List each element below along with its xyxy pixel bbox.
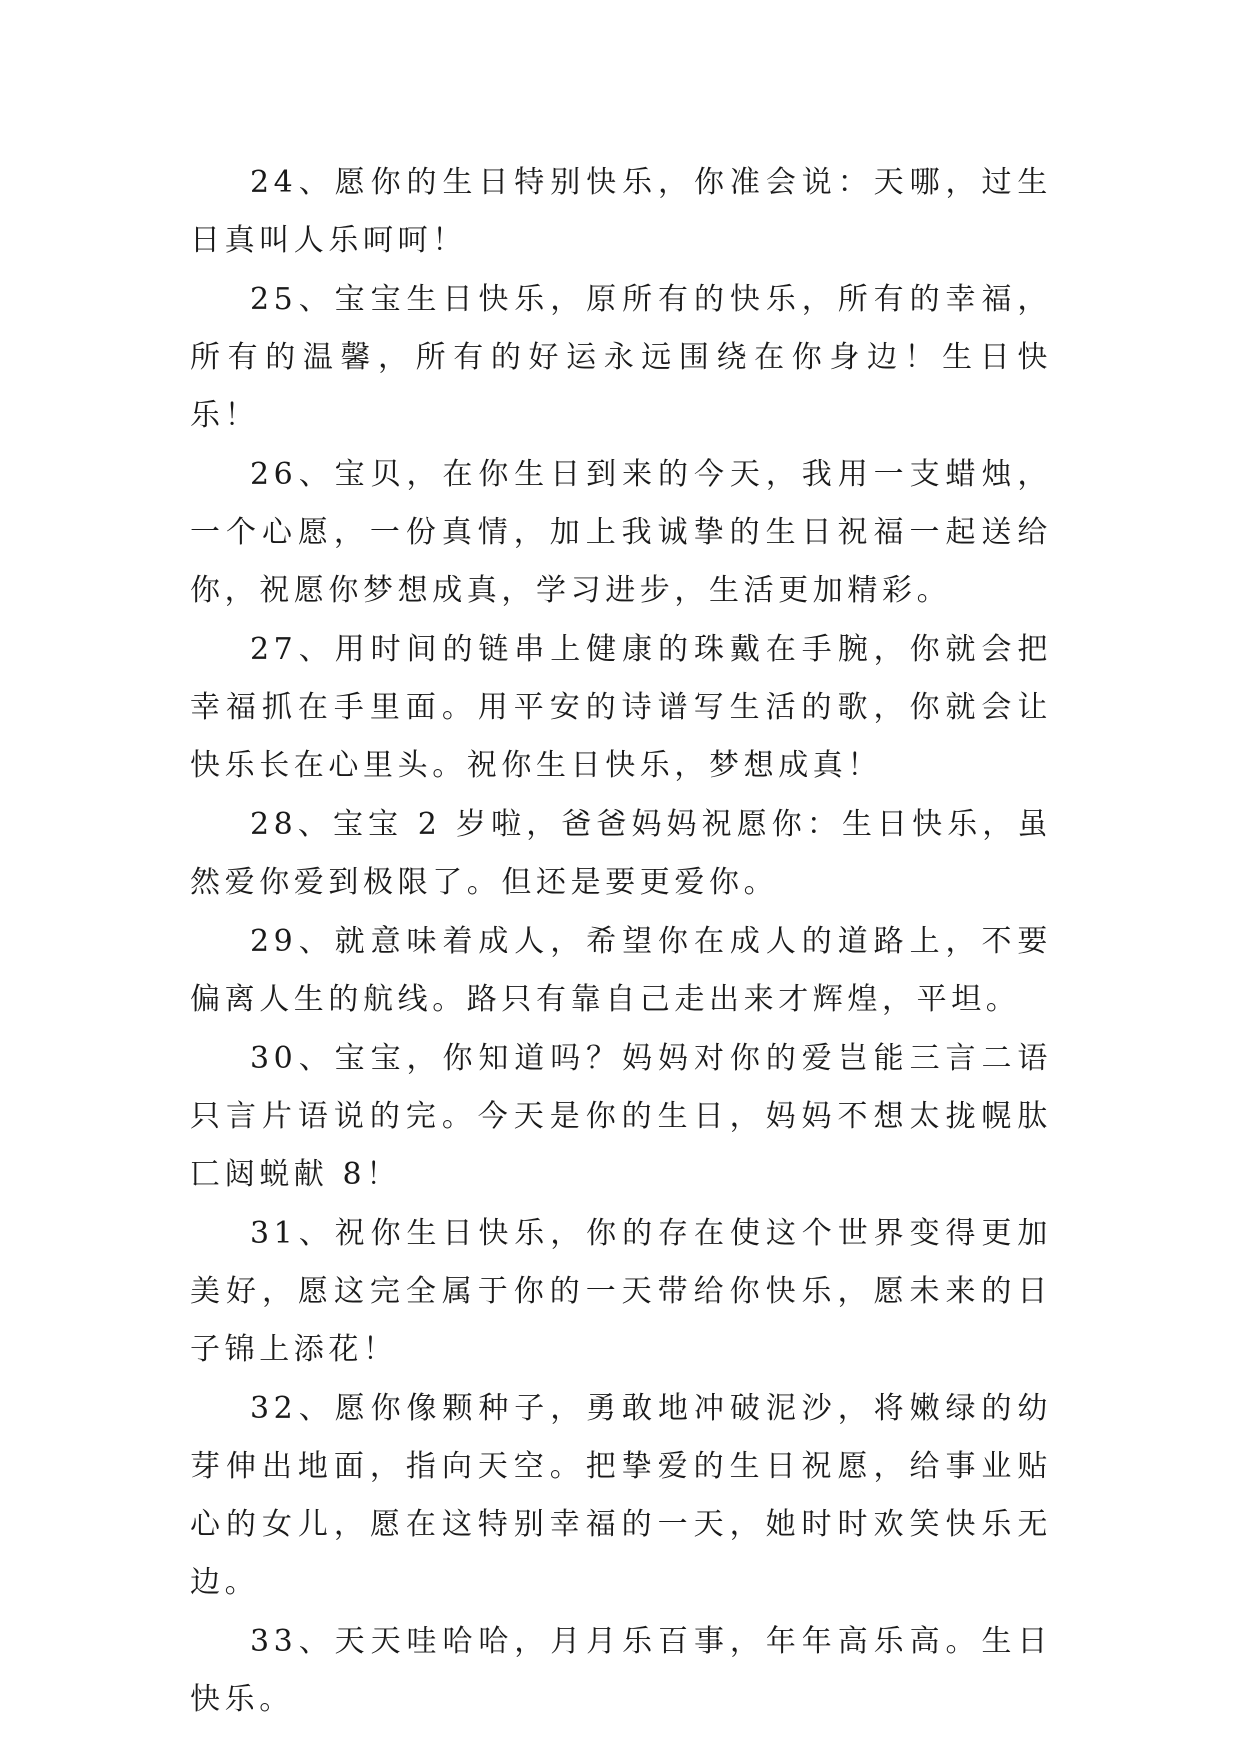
paragraph-29: 29、就意味着成人，希望你在成人的道路上，不要偏离人生的航线。路只有靠自己走出来才辉煌，平坦。 bbox=[190, 924, 1052, 1017]
paragraph-24: 24、愿你的生日特别快乐，你准会说：天哪，过生日真叫人乐呵呵！ bbox=[190, 165, 1052, 258]
paragraph-30: 30、宝宝，你知道吗？妈妈对你的爱岂能三言二语只言片语说的完。今天是你的生日，妈妈不想太拢幌肽匸闼蜕献 8！ bbox=[190, 1041, 1052, 1192]
paragraph-31: 31、祝你生日快乐，你的存在使这个世界变得更加美好，愿这完全属于你的一天带给你快乐，愿未来的日子锦上添花！ bbox=[190, 1216, 1052, 1367]
paragraph-26: 26、宝贝，在你生日到来的今天，我用一支蜡烛，一个心愿，一份真情，加上我诚挚的生日祝福一起送给你，祝愿你梦想成真，学习进步，生活更加精彩。 bbox=[190, 457, 1052, 608]
document-body bbox=[190, 154, 1052, 1730]
paragraph-28: 28、宝宝 2 岁啦，爸爸妈妈祝愿你：生日快乐，虽然爱你爱到极限了。但还是要更爱你。 bbox=[190, 807, 1052, 900]
paragraph-25: 25、宝宝生日快乐，原所有的快乐，所有的幸福，所有的温馨，所有的好运永远围绕在你身边！生日快乐！ bbox=[190, 282, 1052, 433]
paragraph-27: 27、用时间的链串上健康的珠戴在手腕，你就会把幸福抓在手里面。用平安的诗谱写生活的歌，你就会让快乐长在心里头。祝你生日快乐，梦想成真！ bbox=[190, 632, 1052, 783]
paragraph-33: 33、天天哇哈哈，月月乐百事，年年高乐高。生日快乐。 bbox=[190, 1624, 1052, 1717]
paragraph-32: 32、愿你像颗种子，勇敢地冲破泥沙，将嫩绿的幼芽伸出地面，指向天空。把挚爱的生日祝愿，给事业贴心的女儿，愿在这特别幸福的一天，她时时欢笑快乐无边。 bbox=[190, 1391, 1052, 1600]
